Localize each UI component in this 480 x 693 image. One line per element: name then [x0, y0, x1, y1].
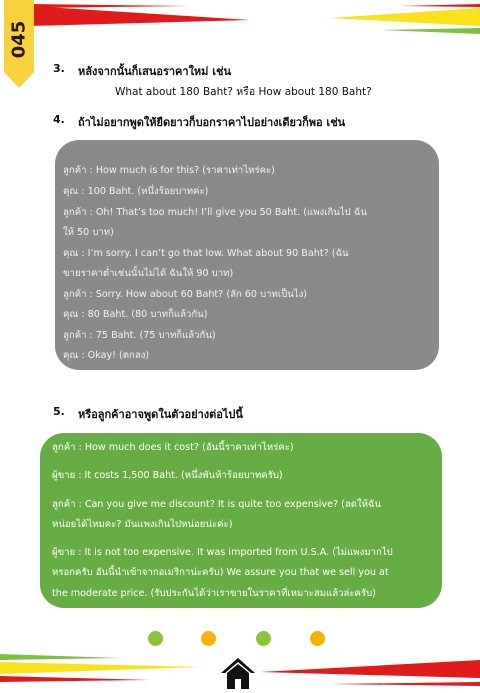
item-3-text: หลังจากนั้นก็เสนอราคาใหม่ เช่น [78, 65, 232, 78]
stripe-red-bottom-right [260, 660, 480, 678]
item-3-example: What about 180 Baht? หรือ How about 180 Baht? [115, 86, 372, 98]
decor-dot-green [148, 631, 163, 646]
top-stripes [0, 0, 480, 40]
dialog-line: คุณ : I’m sorry. I can’t go that low. What about 90 Baht? (ฉัน [63, 248, 349, 259]
dialog-line: ลูกค้า : Oh! That’s too much! I’ll give you 50 Baht. (แพงเกินไป ฉัน [63, 207, 367, 218]
item-4-number: 4. [53, 113, 65, 126]
dialog-line: ลูกค้า : Can you give me discount? It is quite too expensive? (ลดให้ฉัน [52, 499, 382, 510]
dialog-line: คุณ : Okay! (ตกลง) [63, 350, 150, 361]
stripe-red-bottom-left [0, 676, 150, 682]
stripe-green-right [380, 28, 480, 34]
stripe-green-bottom-left [0, 654, 120, 660]
stripe-yellow-right [330, 8, 480, 26]
dialog-line: ลูกค้า : How much is for this? (ราคาเท่าไหร่คะ) [63, 165, 275, 176]
item-4-text: ถ้าไม่อยากพูดให้ยืดยาวก็บอกราคาไปอย่างเดียวก็พอ เช่น [78, 116, 346, 129]
stripe-red-bottom-right-thin [330, 682, 480, 686]
dialog-line: ลูกค้า : 75 Baht. (75 บาทก็แล้วกัน) [63, 330, 216, 341]
dialog-line: ขายราคาต่ำเช่นนั้นไม่ได้ ฉันให้ 90 บาท) [63, 268, 234, 279]
item-3-number: 3. [53, 62, 65, 75]
stripe-red-left [30, 6, 250, 26]
page-number: 045 [8, 20, 30, 58]
dialog-line: ให้ 50 บาท) [63, 227, 114, 238]
dialog-line: ลูกค้า : Sorry. How about 60 Baht? (ลัก 60 บาทเป็นไง) [63, 289, 308, 300]
dialog-line: หรอกครับ อันนี้นำเข้าจากอเมริกาน่ะครับ) We assure you that we sell you at [52, 567, 389, 578]
dialog-line: หน่อยได้ไหมคะ? มันแพงเกินไปหน่อยน่ะค่ะ) [52, 519, 233, 530]
stripe-yellow-bottom-left [0, 662, 200, 674]
dialog-line: ผู้ขาย : It is not too expensive. It was imported from U.S.A. (ไม่แพงมากไป [52, 547, 393, 558]
decor-dot-yellow [310, 631, 325, 646]
stripe-red-left-thin [30, 4, 190, 8]
home-icon[interactable] [219, 656, 257, 690]
dialog-line: คุณ : 100 Baht. (หนึ่งร้อยบาทค่ะ) [63, 186, 209, 197]
dialog-line: ลูกค้า : How much does it cost? (อันนี้ราคาเท่าไหร่คะ) [52, 442, 294, 453]
decor-dot-green [256, 631, 271, 646]
stripe-red-right-thin [400, 4, 480, 7]
dialog-line: คุณ : 80 Baht. (80 บาทก็แล้วกัน) [63, 309, 208, 320]
dialog-line: the moderate price. (รับประกันได้ว่าเราขายในราคาที่เหมาะสมแล้วล่ะครับ) [52, 588, 376, 599]
decor-dot-yellow [201, 631, 216, 646]
dialog-line: ผู้ขาย : It costs 1,500 Baht. (หนึ่งพันห้าร้อยบาทครับ) [52, 470, 283, 481]
item-5-text: หรือลูกค้าอาจพูดในตัวอย่างต่อไปนี้ [78, 408, 243, 421]
item-5-number: 5. [53, 405, 65, 418]
